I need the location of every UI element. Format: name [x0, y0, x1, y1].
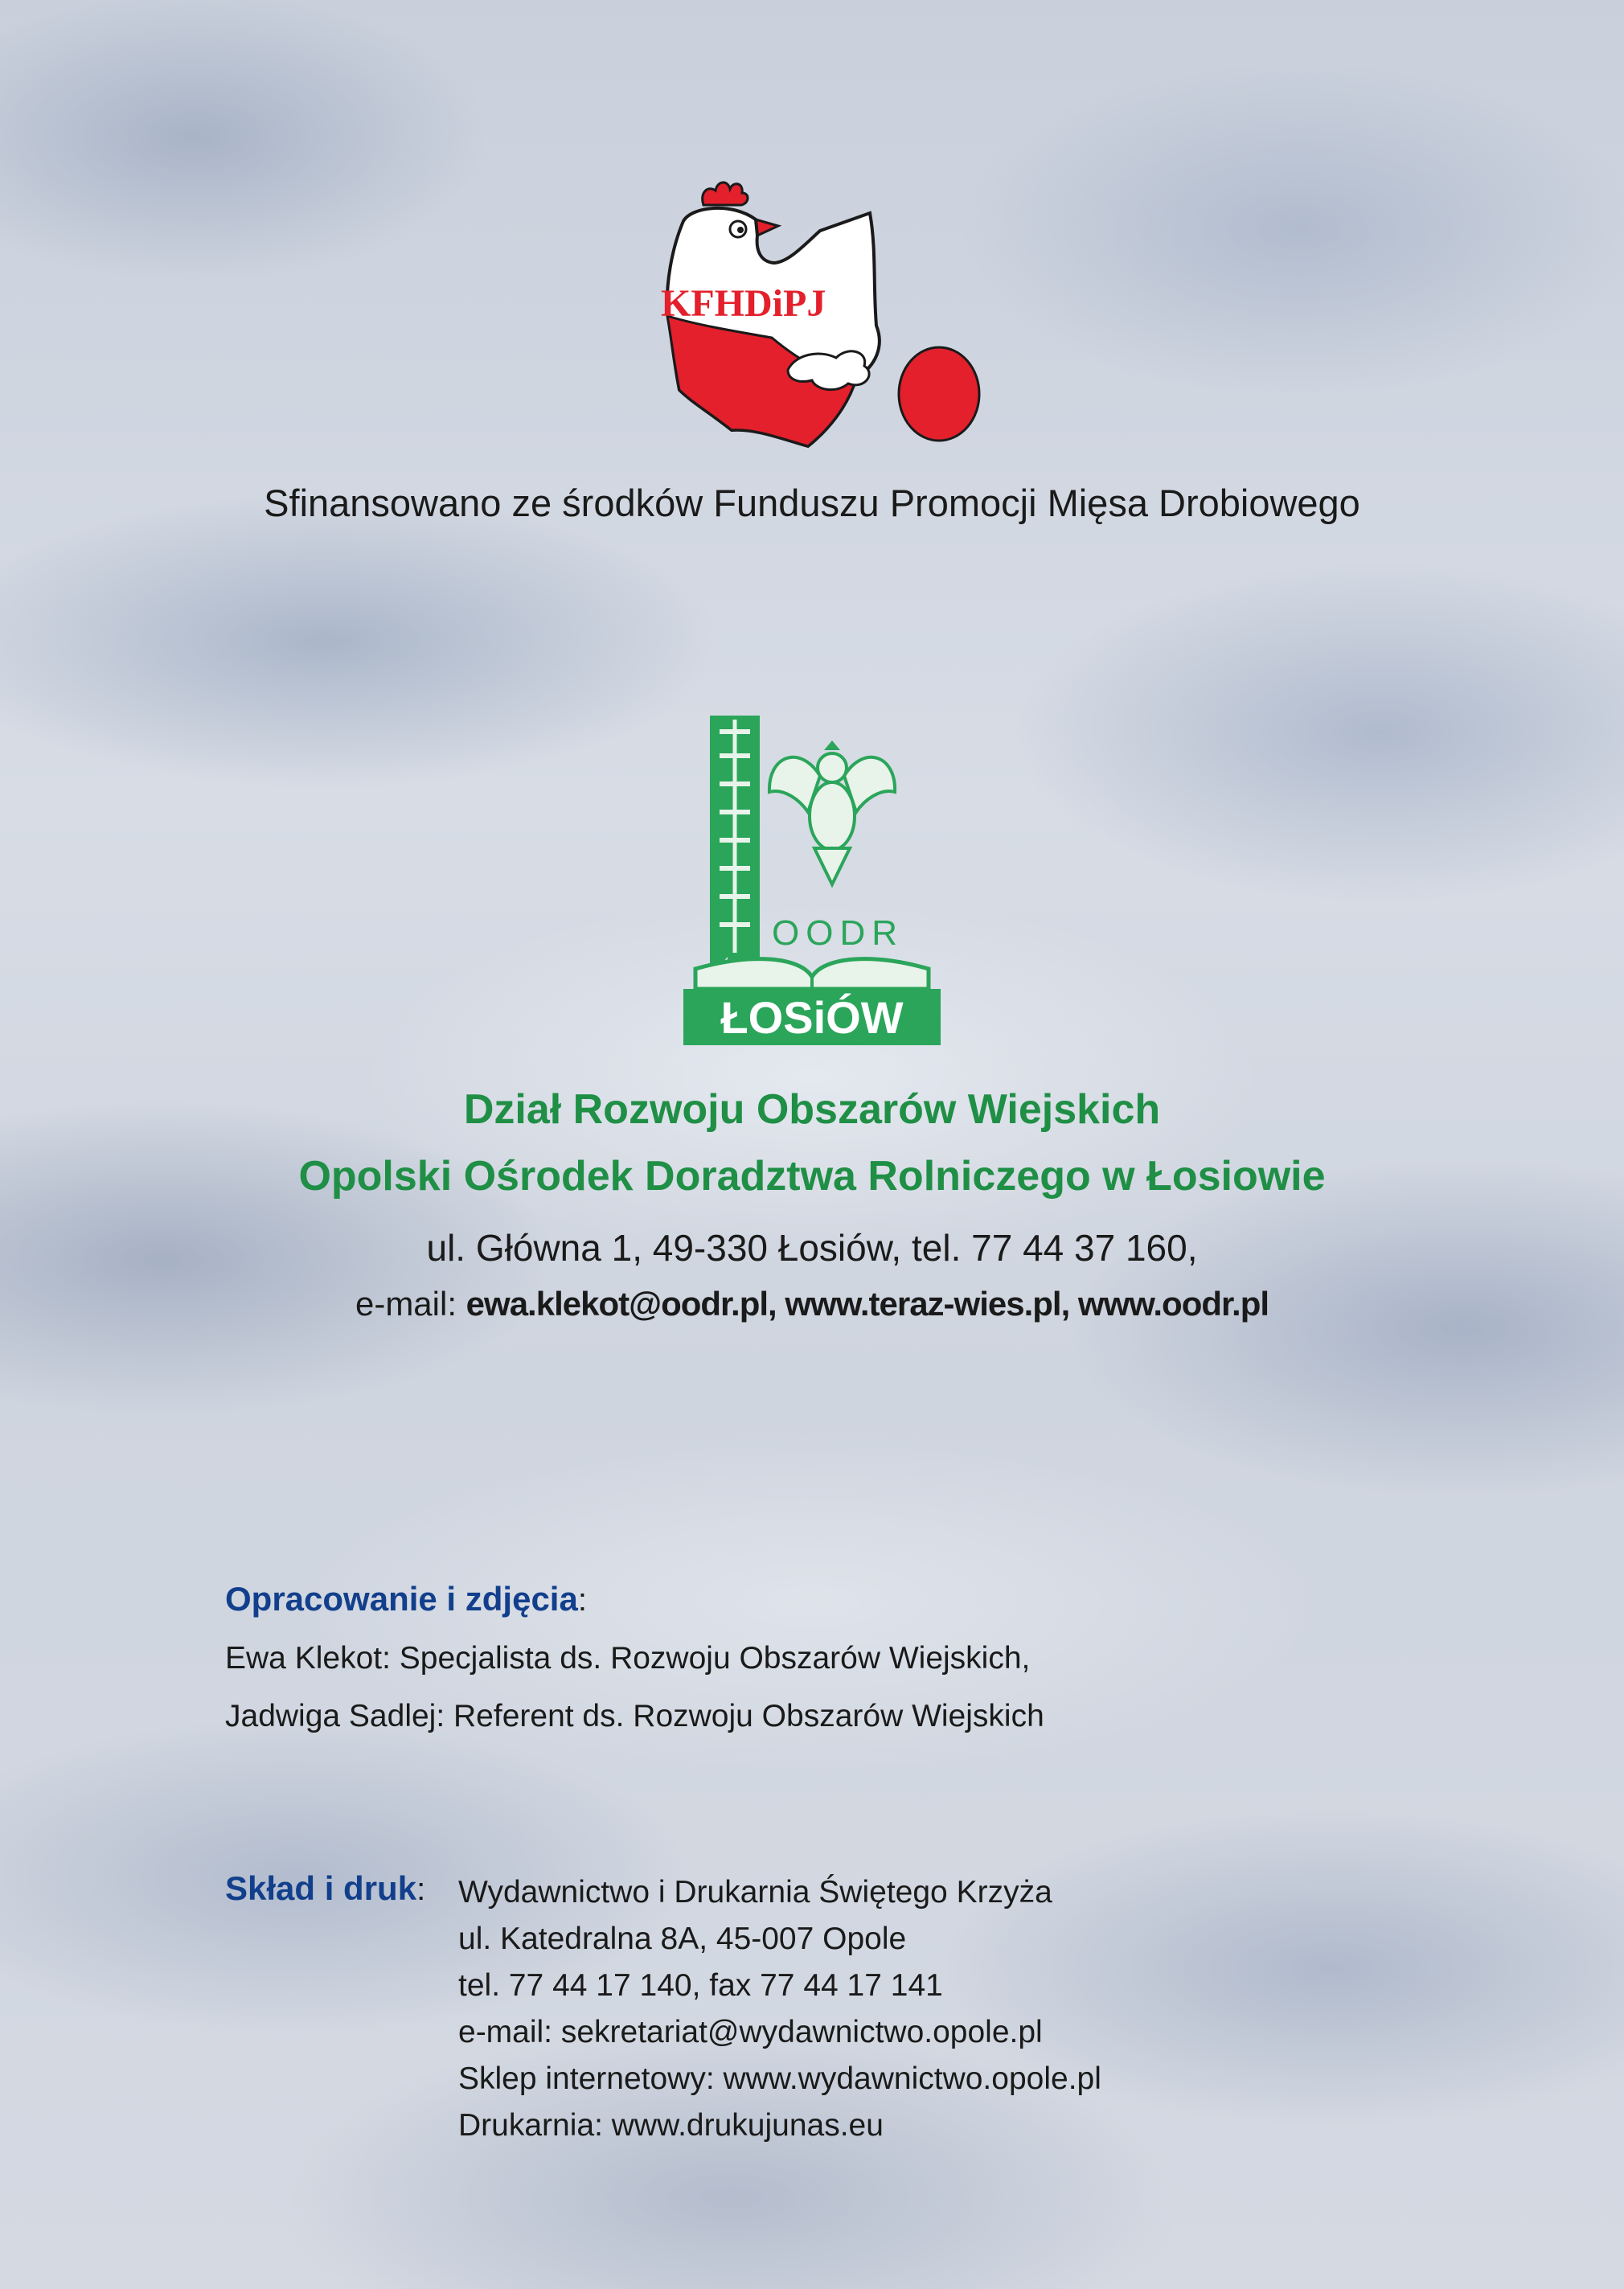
credits-colon: : [577, 1582, 587, 1618]
contact-label: e-mail: [355, 1285, 457, 1323]
printing-line: tel. 77 44 17 140, fax 77 44 17 141 [458, 1968, 943, 2003]
contact-values: ewa.klekot@oodr.pl, www.teraz-wies.pl, www.oodr.pl [465, 1285, 1269, 1323]
contact-line [0, 1285, 1624, 1323]
printing-colon: : [416, 1872, 426, 1907]
printing-line: ul. Katedralna 8A, 45-007 Opole [458, 1922, 907, 1956]
printing-heading: Skład i druk [225, 1869, 417, 1907]
svg-text:KFHDiPJ: KFHDiPJ [661, 282, 826, 325]
credits-line: Ewa Klekot: Specjalista ds. Rozwoju Obszarów Wiejskich, [225, 1641, 1031, 1676]
department-title: Dział Rozwoju Obszarów Wiejskich [463, 1086, 1161, 1133]
printing-line: Sklep internetowy: www.wydawnictwo.opole.pl [458, 2061, 1101, 2096]
svg-text:OODR: OODR [772, 913, 904, 953]
credits-section [225, 1580, 1044, 1734]
organization-title: Opolski Ośrodek Doradztwa Rolniczego w Łosiowie [298, 1153, 1326, 1200]
printing-line: e-mail: sekretariat@wydawnictwo.opole.pl [458, 2015, 1043, 2049]
oodr-losiow-logo-icon [679, 712, 945, 1049]
printing-line: Wydawnictwo i Drukarnia Świętego Krzyża [458, 1875, 1052, 1910]
kfhdipj-logo-icon [635, 173, 989, 454]
printing-details [458, 1869, 1423, 2149]
credits-heading: Opracowanie i zdjęcia [225, 1580, 578, 1618]
printing-line: Drukarnia: www.drukujunas.eu [458, 2108, 884, 2143]
svg-text:ŁOSiÓW: ŁOSiÓW [720, 992, 904, 1043]
address-line: ul. Główna 1, 49-330 Łosiów, tel. 77 44 37 160, [426, 1227, 1198, 1269]
credits-line: Jadwiga Sadlej: Referent ds. Rozwoju Obszarów Wiejskich [225, 1699, 1044, 1733]
funding-note: Sfinansowano ze środków Funduszu Promocji Mięsa Drobiowego [264, 482, 1360, 524]
